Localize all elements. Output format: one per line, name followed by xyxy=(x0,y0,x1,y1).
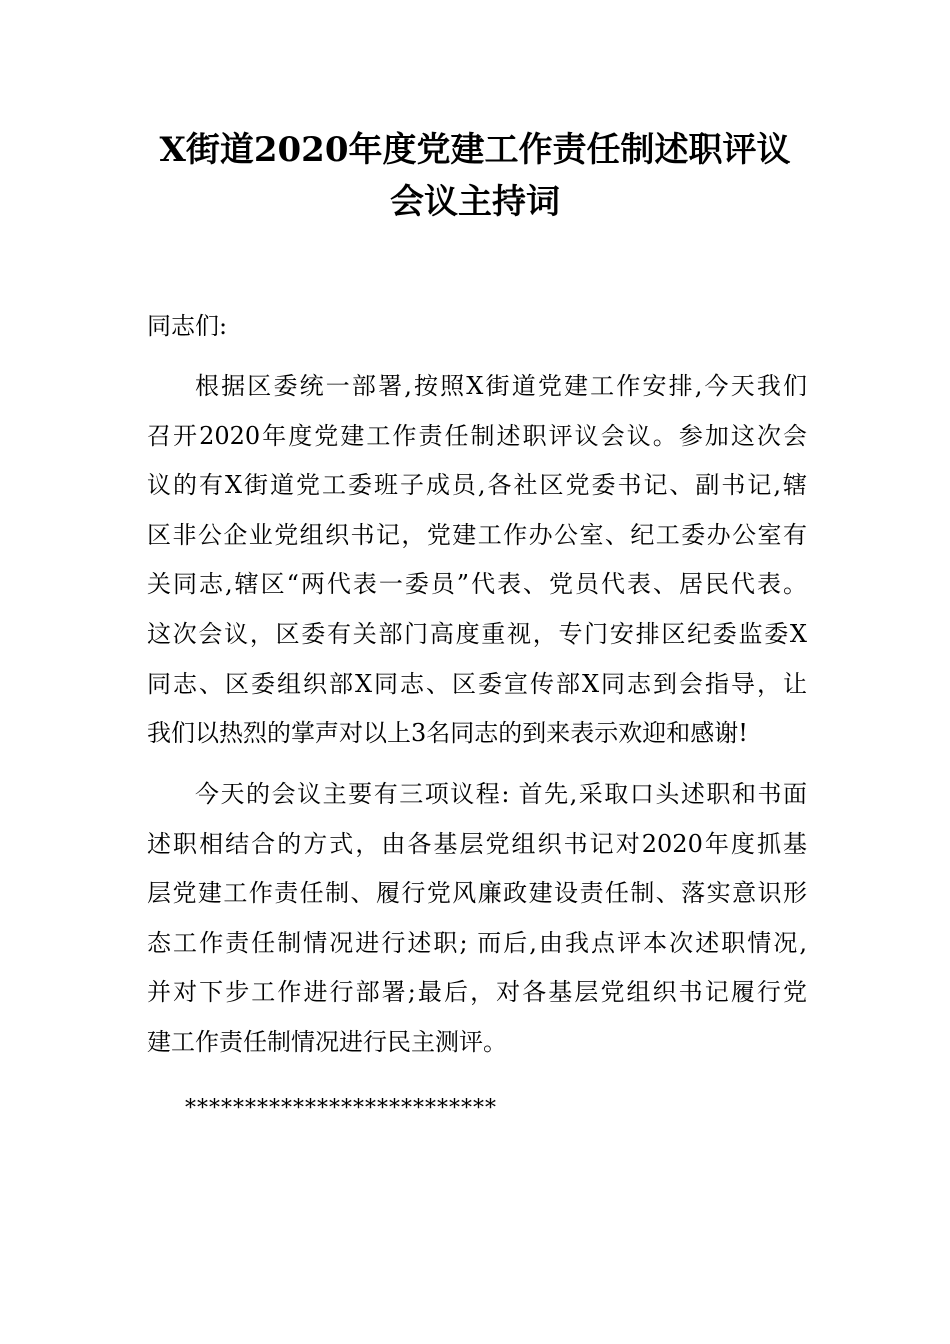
paragraph-line: 议的有X街道党工委班子成员,各社区党委书记、副书记,辖 xyxy=(147,471,807,500)
title-line-1: X街道2020年度党建工作责任制述职评议 xyxy=(159,130,791,170)
paragraph-line: 建工作责任制情况进行民主测评。 xyxy=(147,1027,507,1056)
paragraph-line: 根据区委统一部署,按照X街道党建工作安排,今天我们 xyxy=(195,372,807,400)
paragraph-line: 层党建工作责任制、履行党风廉政建设责任制、落实意识形 xyxy=(147,879,807,908)
document-title xyxy=(120,124,830,228)
paragraph-line: 召开2020年度党建工作责任制述职评议会议。参加这次会 xyxy=(147,421,807,450)
title-line-2: 会议主持词 xyxy=(390,182,560,222)
paragraph-opening xyxy=(147,362,807,759)
paragraph-line: 区非公企业党组织书记，党建工作办公室、纪工委办公室有 xyxy=(147,520,807,549)
paragraph-line: 今天的会议主要有三项议程: 首先,采取口头述职和书面 xyxy=(195,780,807,808)
paragraph-line: 述职相结合的方式，由各基层党组织书记对2020年度抓基 xyxy=(147,829,807,858)
paragraph-line: 我们以热烈的掌声对以上3名同志的到来表示欢迎和感谢! xyxy=(147,719,748,748)
paragraph-line: 这次会议，区委有关部门高度重视，专门安排区纪委监委X xyxy=(147,619,807,648)
salutation: 同志们: xyxy=(147,312,228,340)
paragraph-line: 关同志,辖区“两代表一委员”代表、党员代表、居民代表。 xyxy=(147,570,807,599)
paragraph-line: 同志、区委组织部X同志、区委宣传部X同志到会指导，让 xyxy=(147,669,807,698)
paragraph-line: 态工作责任制情况进行述职; 而后,由我点评本次述职情况, xyxy=(147,928,807,957)
paragraph-agenda xyxy=(147,770,807,1068)
section-separator: ************************** xyxy=(185,1096,497,1121)
paragraph-line: 并对下步工作进行部署;最后，对各基层党组织书记履行党 xyxy=(147,978,807,1007)
